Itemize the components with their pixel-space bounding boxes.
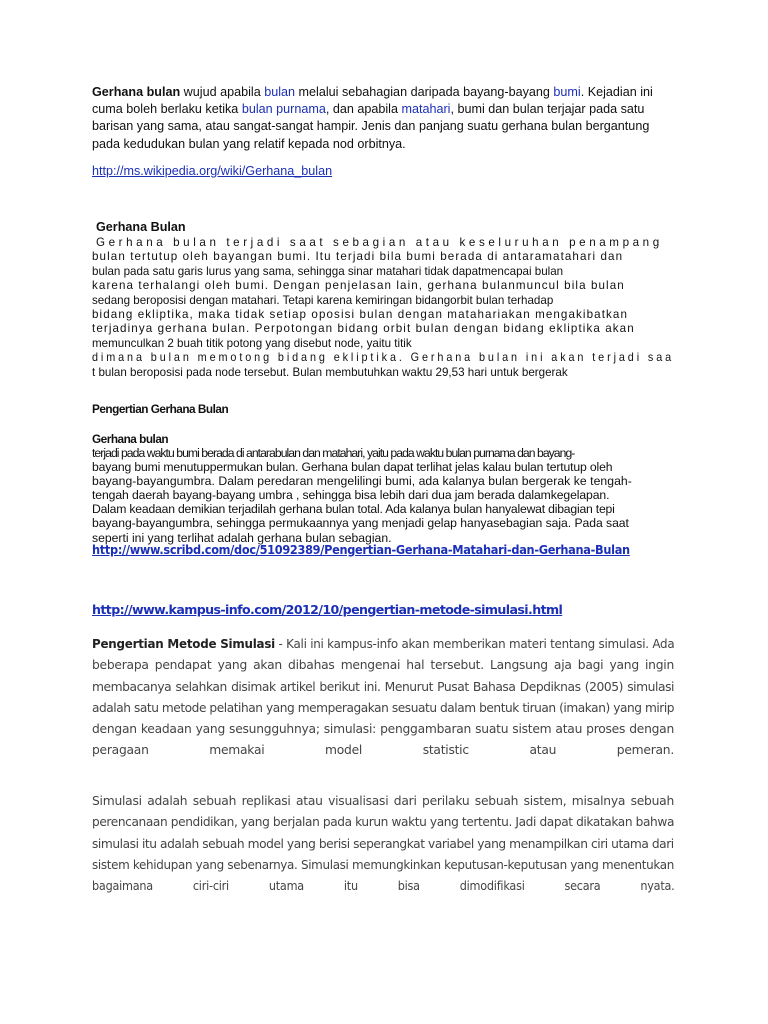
text-line: bulan tertutup oleh bayangan bumi. Itu terjadi bila bumi berada di antaramatahari dan — [92, 250, 624, 264]
text-line: bayang-bayangumbra, sehingga permukaannya yang menjadi gelap hanyasebagian saja. Pada saat — [92, 516, 629, 531]
scribd-url-link[interactable]: http://www.scribd.com/doc/51092389/Pengertian-Gerhana-Matahari-dan-Gerhana-Bulan — [92, 542, 630, 557]
text-line: terjadinya gerhana bulan. Perpotongan bidang orbit bulan dengan bidang ekliptika akan — [92, 322, 635, 336]
term-gerhana-bulan: Gerhana bulan — [92, 85, 181, 99]
text-line: membacanya selahkan disimak artikel berikut ini. Menurut Pusat Bahasa Depdiknas (2005) simulasi — [92, 679, 674, 694]
text-line: bulan pada satu garis lurus yang sama, sehingga sinar matahari tidak dapatmencapai bulan — [92, 264, 564, 278]
pengertian-gerhana-paragraph — [92, 446, 674, 545]
text-line: tengah daerah bayang-bayang umbra , sehingga bisa lebih dari dua jam berada dalamkegelapan. — [92, 488, 610, 503]
text-line: memunculkan 2 buah titik potong yang disebut node, yaitu titik — [92, 336, 412, 350]
text-line: dengan keadaan yang sesungguhnya; simulasi: penggambaran suatu sistem atau proses dengan — [92, 722, 674, 737]
text-line: bagaimana ciri-ciri utama itu bisa dimodifikasi secara nyata. — [92, 879, 675, 894]
wikipedia-url-link[interactable]: http://ms.wikipedia.org/wiki/Gerhana_bulan — [92, 164, 333, 178]
link-bumi[interactable]: bumi — [553, 85, 581, 99]
gerhana-bulan-subheading: Gerhana bulan — [92, 432, 169, 446]
text-line: bayang-bayangumbra. Dalam peredaran mengelilingi bumi, ada kalanya bulan bergerak ke tengah- — [92, 474, 632, 489]
text-line: Simulasi adalah sebuah replikasi atau visualisasi dari perilaku sebuah sistem, misalnya sebuah — [92, 794, 674, 808]
text-line: Gerhana bulan terjadi saat sebagian atau keseluruhan penampang — [96, 236, 663, 249]
gerhana-bulan-heading: Gerhana Bulan — [96, 220, 186, 234]
metode-simulasi-paragraph-1 — [92, 634, 674, 762]
pengertian-metode-simulasi-lead: Pengertian Metode Simulasi — [92, 637, 276, 651]
kampus-info-url-link[interactable]: http://www.kampus-info.com/2012/10/pengertian-metode-simulasi.html — [92, 602, 563, 617]
text-line: bayang bumi menutuppermukan bulan. Gerhana bulan dapat terlihat jelas kalau bulan tertutup oleh — [92, 460, 613, 475]
text-line: karena terhalangi oleh bumi. Dengan penjelasan lain, gerhana bulanmuncul bila bulan — [92, 279, 625, 293]
text-line: perencanaan pendidikan, yang berjalan pada kurun waktu yang tertentu. Jadi dapat dikatakan bahwa — [92, 815, 675, 830]
text-line: bidang ekliptika, maka tidak setiap oposisi bulan dengan matahariakan mengakibatkan — [92, 308, 629, 322]
text-line: peragaan memakai model statistic atau pemeran. — [92, 743, 674, 758]
text-line: terjadi pada waktu bumi berada di antarabulan dan matahari, yaitu pada waktu bulan purnama dan bayang- — [92, 446, 575, 460]
text-line: beberapa pendapat yang akan dibahas mengenai hal tersebut. Langsung aja bagi yang ingin — [92, 658, 674, 673]
text-line: sistem kehidupan yang sebenarnya. Simulasi memungkinkan keputusan-keputusan yang menentukan — [92, 857, 674, 872]
text-line: seperti ini yang terlihat adalah gerhana bulan sebagian. — [92, 530, 392, 545]
metode-simulasi-paragraph-2 — [92, 791, 674, 897]
text-line: Pengertian Metode Simulasi - Kali ini kampus-info akan memberikan materi tentang simulasi. Ada — [92, 637, 675, 651]
link-bulan-purnama[interactable]: bulan purnama — [241, 102, 326, 117]
text-line: t bulan beroposisi pada node tersebut. Bulan membutuhkan waktu 29,53 hari untuk bergerak — [92, 365, 568, 379]
link-matahari[interactable]: matahari — [401, 102, 451, 117]
text-line: Dalam keadaan demikian terjadilah gerhana bulan total. Ada kalanya bulan hanyalewat dibagian tepi — [92, 502, 615, 517]
text-line: adalah satu metode pelatihan yang memperagakan sesuatu dalam bentuk tiruan (imakan) yang mirip — [92, 700, 675, 715]
text-line: dimana bulan memotong bidang ekliptika. Gerhana bulan ini akan terjadi saa — [92, 351, 675, 365]
gerhana-bulan-id-paragraph — [92, 236, 674, 380]
text-line: sedang beroposisi dengan matahari. Tetapi karena kemiringan bidangorbit bulan terhadap — [92, 293, 554, 307]
text-line: simulasi itu adalah sebuah model yang berisi seperangkat variabel yang menampilkan ciri utama dari — [92, 836, 674, 851]
link-bulan[interactable]: bulan — [264, 85, 296, 99]
gerhana-bulan-ms-paragraph: Gerhana bulan wujud apabila bulan melalui sebahagian daripada bayang-bayang bumi. Kejadian ini cuma boleh berlaku ketika bulan purnama, dan apabila matahari, bumi dan bulan terjajar pada satu barisan yang sama, atau sangat-sangat hampir. Jenis dan panjang suatu gerhana bulan bergantung pada kedudukan bulan yang relatif kepada nod orbitnya. — [92, 85, 653, 151]
pengertian-gerhana-bulan-heading: Pengertian Gerhana Bulan — [92, 402, 229, 416]
